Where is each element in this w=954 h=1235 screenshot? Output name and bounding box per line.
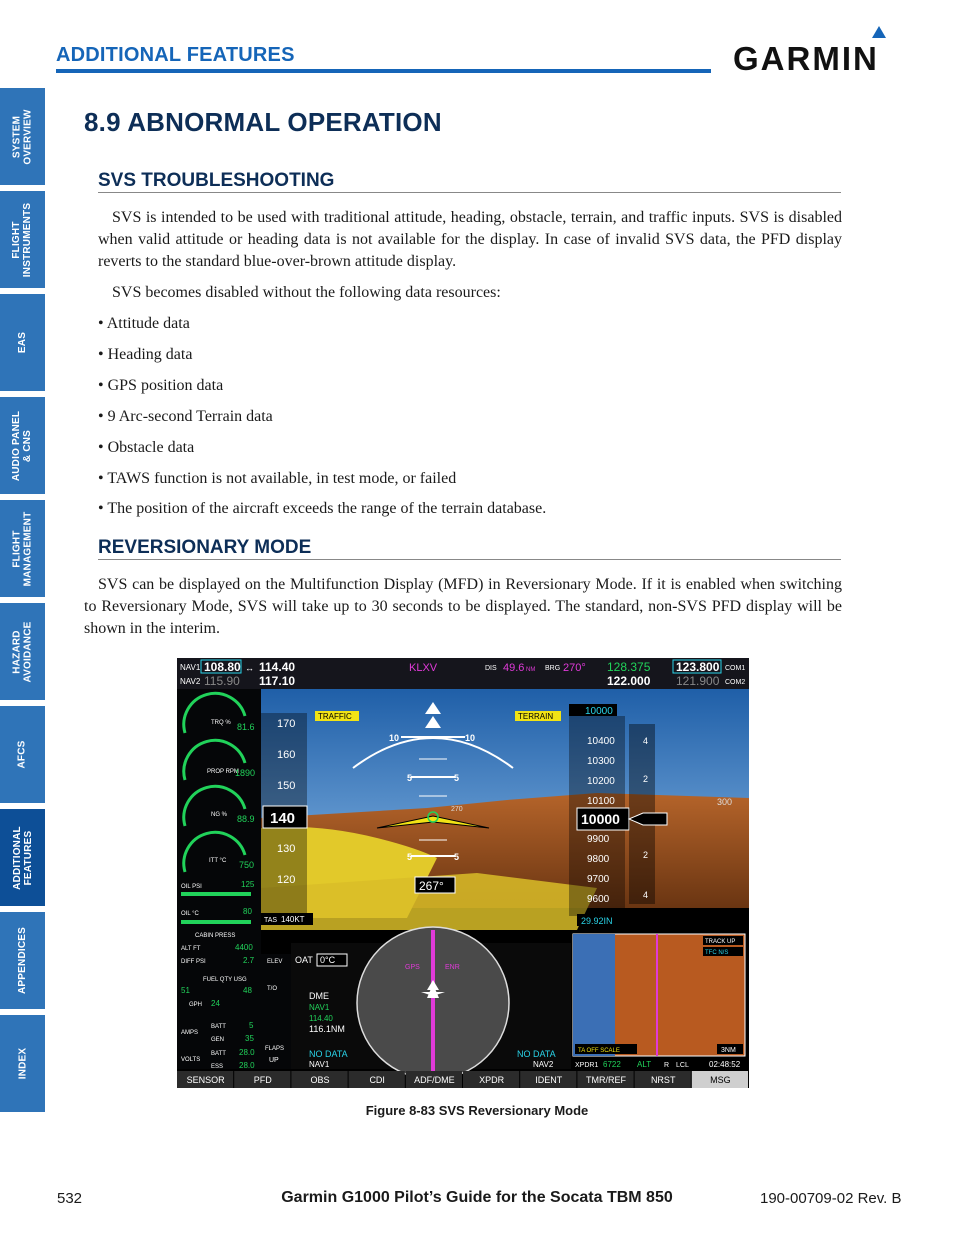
softkey-label: SENSOR (186, 1075, 225, 1085)
figure-caption: Figure 8-83 SVS Reversionary Mode (365, 1103, 589, 1118)
distance-value: 49.6 (503, 662, 525, 674)
tas-value: 140KT (281, 915, 305, 924)
softkey-label: IDENT (535, 1075, 563, 1085)
gph-label: GPH (189, 1002, 203, 1008)
heading-270-mark: 270 (451, 806, 463, 813)
altitude-tick: 9600 (587, 894, 610, 905)
volts-batt-label: BATT (211, 1051, 226, 1057)
bullet-item: • Heading data (98, 346, 193, 363)
dme-label: DME (309, 991, 329, 1001)
tas-label: TAS (264, 917, 278, 924)
com1-standby-freq: 123.800 (676, 660, 720, 674)
sidebar-tab-label: SYSTEM OVERVIEW (11, 108, 34, 165)
bullet-item: • Attitude data (98, 315, 190, 332)
clock-time: 02:48:52 (709, 1060, 741, 1069)
sidebar-tab-label: FLIGHT MANAGEMENT (11, 511, 34, 586)
softkey-label: NRST (650, 1075, 676, 1085)
sidebar-tab-label: AUDIO PANEL & CNS (11, 410, 34, 481)
pitch-label: 5 (407, 773, 413, 783)
bullet-item: • GPS position data (98, 377, 224, 394)
airspeed-readout: 140 (270, 810, 296, 827)
sidebar-tab-label: AFCS (17, 740, 28, 769)
airspeed-tick: 170 (277, 718, 296, 730)
softkey-label: XPDR (479, 1075, 505, 1085)
com1-label: COM1 (725, 665, 746, 672)
sidebar-tab[interactable] (0, 397, 45, 494)
sidebar-tab-label: FLIGHT INSTRUMENTS (11, 202, 34, 277)
flaps-label: FLAPS (265, 1046, 285, 1052)
bullet-item: • Obstacle data (98, 439, 195, 456)
pitch-label: 5 (407, 852, 413, 862)
baro-setting: 29.92IN (581, 916, 613, 926)
bullet-item: • 9 Arc-second Terrain data (98, 408, 273, 425)
inset-tfc-label: TFC N/S (705, 950, 729, 956)
xpdr-mode: ALT (637, 1060, 652, 1069)
bullet-item: • TAWS function is not available, in test mode, or failed (98, 470, 457, 487)
sidebar-tab[interactable] (0, 809, 45, 906)
svs-paragraph-1: SVS is intended to be used with traditional attitude, heading, obstacle, terrain, and traffic inputs. SVS is disabled when valid attitude or heading data is not available for the display. In case of invalid SVS data, the PFD display reverts to the standard blue-over-brown attitude display. (98, 209, 842, 270)
airspeed-tick: 160 (277, 749, 296, 761)
svs-paragraph-2: SVS becomes disabled without the following data resources: (112, 284, 501, 301)
gph-value: 24 (211, 999, 220, 1008)
brg-label: BRG (545, 665, 561, 672)
oat-label: OAT (295, 955, 313, 965)
amps-label: AMPS (181, 1030, 199, 1036)
prop-label: PROP RPM (207, 769, 239, 775)
sidebar-tab-label: HAZARD AVOIDANCE (11, 620, 34, 683)
logo-triangle-icon (872, 26, 886, 38)
oil-psi-label: OIL PSI (181, 884, 202, 890)
gps-label: GPS (405, 964, 420, 971)
nav1-active-freq: 108.80 (204, 660, 241, 674)
cabin-press-label: CABIN PRESS (195, 933, 236, 939)
garmin-logo (733, 26, 898, 76)
trq-value: 81.6 (237, 722, 255, 732)
batt-label: BATT (211, 1024, 226, 1030)
bearing-value: 270° (563, 662, 586, 674)
com2-standby-freq: 121.900 (676, 674, 720, 688)
sidebar-tab-label: EAS (16, 331, 28, 354)
trq-label: TRQ % (211, 720, 231, 726)
flaps-up-label: UP (269, 1057, 279, 1064)
altitude-tick: 10200 (587, 776, 615, 787)
document-number: 190-00709-02 Rev. B (760, 1190, 902, 1207)
diff-psi-label: DIFF PSI (181, 959, 206, 965)
softkey-label: CDI (369, 1075, 385, 1085)
volts-batt-value: 28.0 (239, 1048, 255, 1057)
elev-label: ELEV (267, 959, 283, 965)
cabin-alt-value: 4400 (235, 943, 253, 952)
amps-gen-value: 35 (245, 1034, 254, 1043)
sidebar-tab[interactable] (0, 88, 45, 185)
vsi-tick: 4 (643, 890, 649, 900)
volts-ess-value: 28.0 (239, 1061, 255, 1070)
enr-label: ENR (445, 964, 460, 971)
fuel-left-value: 51 (181, 986, 190, 995)
airspeed-tick: 130 (277, 843, 296, 855)
pitch-label: 10 (389, 733, 400, 743)
vsi-tick: 2 (643, 774, 649, 784)
sidebar-tab[interactable] (0, 1015, 45, 1112)
fuel-right-value: 48 (243, 986, 252, 995)
ng-label: NG % (211, 812, 228, 818)
nodata-left-source: NAV1 (309, 1060, 330, 1069)
nav2-standby-freq: 117.10 (259, 674, 296, 688)
nodata-left: NO DATA (309, 1049, 348, 1059)
pitch-label: 10 (465, 733, 476, 743)
svs-troubleshooting-heading: SVS TROUBLESHOOTING (98, 170, 335, 191)
amps-batt-value: 5 (249, 1021, 254, 1030)
com2-label: COM2 (725, 679, 746, 686)
ta-off-scale: TA OFF SCALE (578, 1048, 620, 1054)
oil-temp-value: 80 (243, 907, 252, 916)
com2-active-freq: 122.000 (607, 674, 651, 688)
inset-range: 3NM (721, 1047, 736, 1054)
softkey-label: PFD (253, 1075, 272, 1085)
logo-wordmark: GARMIN (733, 40, 879, 76)
cabin-alt-label: ALT FT (181, 946, 201, 952)
nav1-standby-freq: 114.40 (259, 660, 296, 674)
bullet-item: • The position of the aircraft exceeds the range of the terrain database. (98, 500, 547, 517)
sidebar-tab[interactable] (0, 191, 45, 288)
airspeed-tick: 150 (277, 780, 296, 792)
prop-value: 1890 (235, 768, 256, 778)
sidebar-tab[interactable] (0, 603, 45, 700)
fuel-qty-label: FUEL QTY USG (203, 977, 247, 983)
nav2-label: NAV2 (180, 677, 201, 686)
oil-psi-value: 125 (241, 880, 255, 889)
to-label: T/O (267, 986, 277, 992)
svg-text:↔: ↔ (245, 663, 254, 673)
traffic-annunciation: TRAFFIC (318, 712, 352, 721)
softkey-label: OBS (310, 1075, 330, 1085)
altitude-tick: 9900 (587, 834, 610, 845)
oil-temp-label: OIL °C (181, 911, 199, 917)
altitude-tick: 10100 (587, 796, 615, 807)
page-number: 532 (57, 1190, 83, 1207)
destination-waypoint: KLXV (409, 662, 438, 674)
pitch-label: 5 (454, 773, 460, 783)
diff-psi-value: 2.7 (243, 956, 255, 965)
selected-altitude: 10000 (585, 706, 613, 717)
xpdr-reply: R (664, 1062, 670, 1069)
svs-reversionary-figure (177, 658, 749, 1088)
com1-active-freq: 128.375 (607, 660, 651, 674)
nav2-active-freq: 115.90 (204, 674, 240, 688)
lcl-label: LCL (676, 1062, 689, 1069)
page-title: 8.9 ABNORMAL OPERATION (84, 107, 442, 137)
nav1-label: NAV1 (180, 663, 201, 672)
sidebar-tab[interactable] (0, 706, 45, 803)
altitude-tick: 10300 (587, 756, 615, 767)
inset-track-up: TRACK UP (705, 939, 736, 945)
heading-300-mark: 300 (717, 797, 733, 807)
dme-source: NAV1 (309, 1003, 330, 1012)
sidebar-tab[interactable] (0, 294, 45, 391)
sidebar-tab-label: ADDITIONAL FEATURES (11, 825, 34, 890)
volts-label: VOLTS (181, 1057, 201, 1063)
vsi-tick: 4 (643, 736, 649, 746)
squawk-code: 6722 (603, 1060, 621, 1069)
altitude-readout: 10000 (581, 811, 620, 827)
distance-unit: NM (526, 667, 536, 673)
heading-rule (98, 559, 841, 560)
sidebar-tab[interactable] (0, 912, 45, 1009)
dme-frequency: 114.40 (309, 1014, 333, 1023)
softkey-label: ADF/DME (414, 1075, 455, 1085)
sidebar-tab-label: INDEX (17, 1047, 28, 1080)
header-section-title: ADDITIONAL FEATURES (56, 44, 295, 66)
softkey-label: TMR/REF (586, 1075, 626, 1085)
reversionary-paragraph: SVS can be displayed on the Multifunction Display (MFD) in Reversionary Mode. If it is enabled when switching to Reversionary Mode, SVS will take up to 30 seconds to be displayed. The standard, non-SVS PFD display will be shown in the interim. (84, 576, 842, 637)
reversionary-mode-heading: REVERSIONARY MODE (98, 537, 312, 558)
gen-label: GEN (211, 1037, 225, 1043)
dis-label: DIS (485, 665, 497, 672)
heading-readout: 267° (419, 879, 444, 893)
xpdr-label: XPDR1 (575, 1062, 599, 1069)
nodata-right: NO DATA (517, 1049, 556, 1059)
terrain-annunciation: TERRAIN (518, 712, 554, 721)
itt-label: ITT °C (209, 858, 227, 864)
footer-title: Garmin G1000 Pilot’s Guide for the Socata TBM 850 (281, 1189, 673, 1206)
itt-value: 750 (239, 860, 255, 870)
oat-value: 0°C (320, 955, 336, 965)
altitude-tick: 10400 (587, 736, 615, 747)
altitude-tick: 9800 (587, 854, 610, 865)
sidebar-tab[interactable] (0, 500, 45, 597)
altitude-tick: 9700 (587, 874, 610, 885)
heading-rule (98, 192, 841, 193)
ng-value: 88.9 (237, 814, 255, 824)
header-rule (56, 69, 711, 73)
pitch-label: 5 (454, 852, 460, 862)
vsi-tick: 2 (643, 850, 649, 860)
ess-label: ESS (211, 1064, 224, 1070)
dme-distance: 116.1NM (309, 1024, 345, 1034)
sidebar-tab-label: APPENDICES (17, 926, 29, 995)
nodata-right-source: NAV2 (533, 1060, 554, 1069)
softkey-label: MSG (710, 1075, 731, 1085)
airspeed-tick: 120 (277, 874, 296, 886)
